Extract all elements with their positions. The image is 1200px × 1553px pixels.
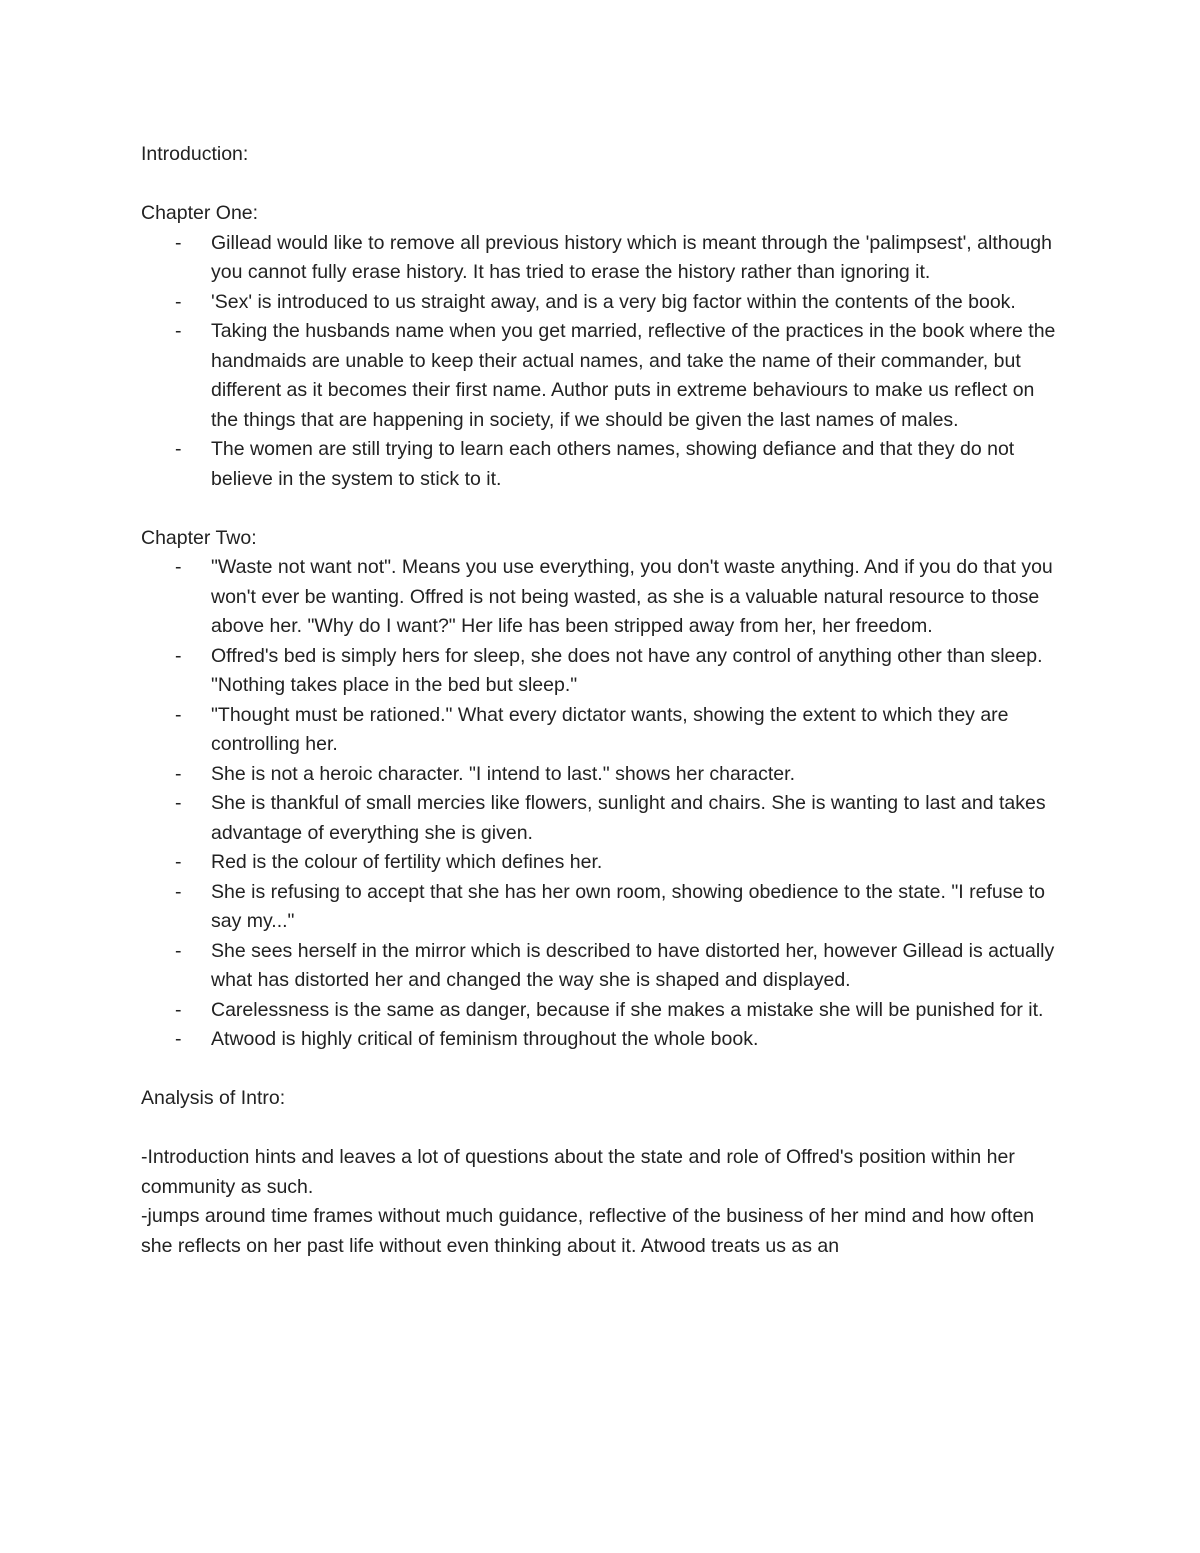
list-item	[141, 701, 1061, 760]
list-item	[141, 288, 1061, 318]
bullet-text: She is refusing to accept that she has her own room, showing obedience to the state. "I refuse to say my..."	[211, 880, 1045, 932]
spacer	[141, 1114, 1061, 1144]
analysis-paragraph: -Introduction hints and leaves a lot of questions about the state and role of Offred's position within her community as such.	[141, 1146, 1015, 1198]
bullet-text: Carelessness is the same as danger, because if she makes a mistake she will be punished for it.	[211, 998, 1044, 1021]
bullet-text: Red is the colour of fertility which defines her.	[211, 851, 603, 873]
bullet-text: The women are still trying to learn each others names, showing defiance and that they do not believe in the system to stick to it.	[211, 438, 1015, 490]
list-item	[141, 435, 1061, 494]
list-item	[141, 760, 1061, 790]
bullet-dash: -	[175, 998, 182, 1021]
bullet-dash: -	[175, 438, 182, 460]
spacer	[141, 494, 1061, 524]
bullet-text: She is thankful of small mercies like flowers, sunlight and chairs. She is wanting to last and takes advantage of everything she is given.	[211, 792, 1046, 844]
bullet-dash: -	[175, 320, 182, 342]
introduction-heading: Introduction:	[141, 143, 249, 165]
chapter-one-heading: Chapter One:	[141, 202, 259, 224]
list-item	[141, 229, 1061, 288]
bullet-dash: -	[175, 290, 182, 313]
bullet-dash: -	[175, 939, 182, 962]
list-item	[141, 553, 1061, 642]
bullet-dash: -	[175, 231, 182, 254]
bullet-dash: -	[175, 1028, 182, 1050]
document-page	[141, 140, 1061, 1261]
list-item	[141, 642, 1061, 701]
bullet-text: 'Sex' is introduced to us straight away, and is a very big factor within the contents of the book.	[211, 290, 1016, 313]
list-item	[141, 1025, 1061, 1055]
analysis-paragraph: -jumps around time frames without much guidance, reflective of the business of her mind and how often she reflects on her past life without even thinking about it. Atwood treats us as an	[141, 1205, 1035, 1257]
bullet-dash: -	[175, 880, 182, 903]
bullet-text: Gillead would like to remove all previous history which is meant through the 'palimpsest', although you cannot fully erase history. It has tried to erase the history rather than ignoring it.	[211, 231, 1052, 283]
bullet-text: "Waste not want not". Means you use everything, you don't waste anything. And if you do that you won't ever be wanting. Offred is not being wasted, as she is a valuable natural resource to those above her. "Why do I want?" Her life has been stripped away from her, her freedom.	[211, 556, 1053, 637]
bullet-text: "Thought must be rationed." What every dictator wants, showing the extent to which they are controlling her.	[211, 703, 1009, 755]
bullet-text: Taking the husbands name when you get married, reflective of the practices in the book where the handmaids are unable to keep their actual names, and take the name of their commander, but different as it becomes their first name. Author puts in extreme behaviours to make us reflect on the things that are happening in society, if we should be given the last names of males.	[211, 320, 1056, 431]
bullet-text: She sees herself in the mirror which is described to have distorted her, however Gillead is actually what has distorted her and changed the way she is shaped and displayed.	[211, 939, 1055, 991]
chapter-one-bullet-list	[141, 229, 1061, 495]
bullet-dash: -	[175, 792, 182, 814]
bullet-text: Offred's bed is simply hers for sleep, she does not have any control of anything other than sleep. "Nothing takes place in the bed but sleep."	[211, 644, 1043, 696]
bullet-text: Atwood is highly critical of feminism throughout the whole book.	[211, 1028, 759, 1050]
analysis-heading: Analysis of Intro:	[141, 1087, 286, 1109]
list-item	[141, 317, 1061, 435]
chapter-two-bullet-list	[141, 553, 1061, 1055]
list-item	[141, 996, 1061, 1026]
spacer	[141, 170, 1061, 200]
list-item	[141, 878, 1061, 937]
bullet-dash: -	[175, 644, 182, 667]
list-item	[141, 789, 1061, 848]
bullet-dash: -	[175, 703, 182, 726]
list-item	[141, 937, 1061, 996]
bullet-dash: -	[175, 851, 182, 873]
bullet-dash: -	[175, 762, 182, 785]
bullet-text: She is not a heroic character. "I intend to last." shows her character.	[211, 762, 795, 785]
chapter-two-heading: Chapter Two:	[141, 526, 257, 549]
bullet-dash: -	[175, 556, 182, 578]
list-item	[141, 848, 1061, 878]
spacer	[141, 1055, 1061, 1085]
